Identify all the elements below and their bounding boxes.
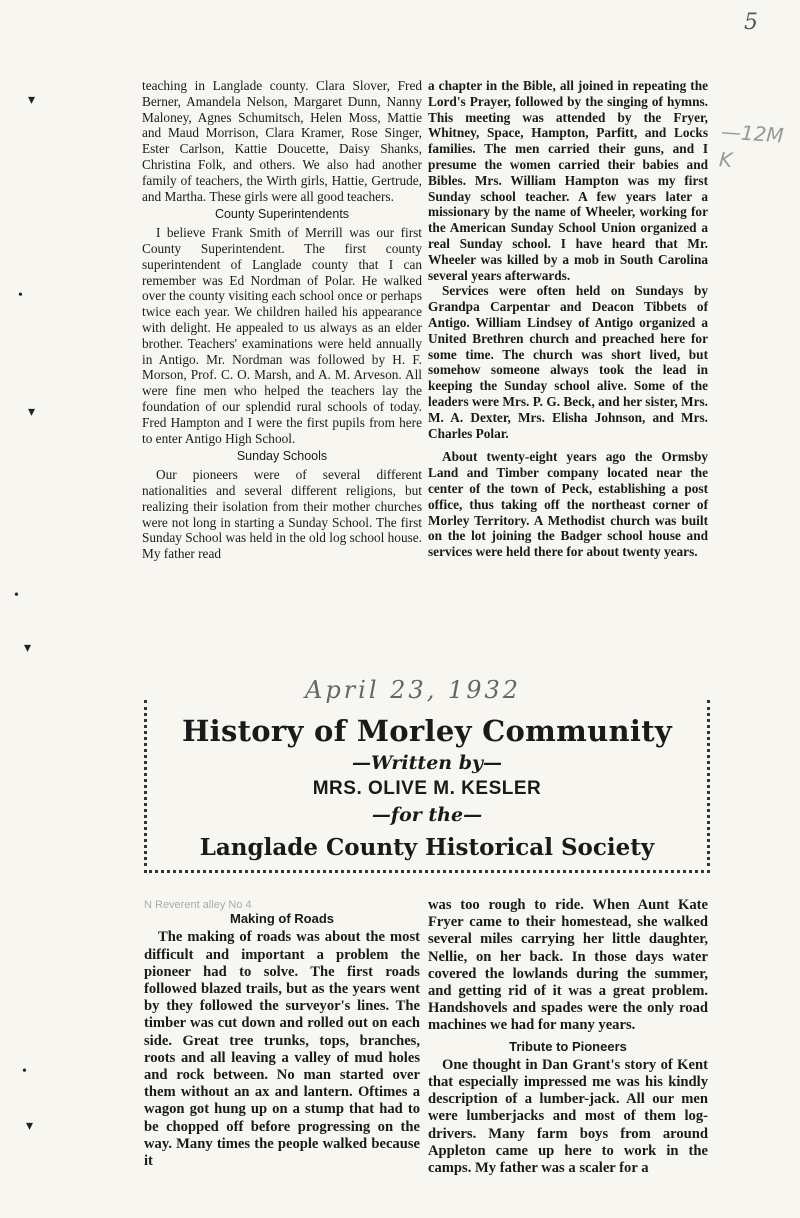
margin-mark: ▾: [26, 1119, 34, 1134]
article-banner: [144, 700, 710, 873]
section-heading: Sunday Schools: [236, 449, 328, 464]
page-number: 5: [744, 10, 758, 35]
for-label: —for the—: [371, 804, 483, 826]
society-name: Langlade County Historical Society: [199, 834, 655, 861]
paragraph: One thought in Dan Grant's story of Kent that especially impressed me was his kindly description of a lumber-jack. All our men were lumberjacks and most of them log-drivers. Many farm boys from around Appleton came up here to work in the camps. My father was a scaler for a: [428, 1056, 708, 1177]
margin-mark: •: [22, 1064, 27, 1079]
article-column-top-left: [142, 78, 422, 562]
paragraph: teaching in Langlade county. Clara Slover, Fred Berner, Amandela Nelson, Margaret Dunn, Nanny Maloney, Agnes Schumitsch, Helen Moss, Mattie and Maud Morrison, Clara Kramer, Rose Singer, Ester Carlson, Kattie Doucette, Daisy Shanks, Christina Folk, and others. We also had another family of teachers, the Wirth girls, Hattie, Gertrude, and Martha. These girls were all good teachers.: [142, 78, 422, 204]
paragraph: The making of roads was about the most difficult and important a problem the pioneer had to solve. The first roads followed blazed trails, but as the years went by they followed the surveyor's lines. The timber was cut down and rolled out on each side. Great tree trunks, tops, branches, roots and all leaving a valley of mud holes and rock between. No man started over them without an ax and lantern. Oftimes a wagon got hung up on a stump that had to be chopped off before progressing on the way. Many times the people walked because it: [144, 929, 420, 1170]
paragraph: Services were often held on Sundays by Grandpa Carpentar and Deacon Tibbets of Antigo. William Lindsey of Antigo organized a United Brethren church and preached here for some time. The church was short lived, but somehow someone always took the lead in keeping the Sunday school alive. Some of the leaders were Mrs. P. G. Beck, and her sister, Mrs. M. A. Dexter, Mrs. Elisha Johnson, and Mrs. Charles Polar.: [428, 283, 708, 441]
paragraph: was too rough to ride. When Aunt Kate Fryer came to their homestead, she walked several miles carrying her little daughter, Nellie, on her back. In those days water covered the lowlands during the summer, and getting rid of it was a great problem. Handshovels and spades were the only road machines we had for many years.: [428, 897, 708, 1034]
faded-reference: N Reverent alley No 4: [144, 899, 252, 911]
paragraph: Our pioneers were of several different nationalities and several different religions, but realizing their isolation from their mother churches were not long in starting a Sunday School. The first Sunday School was held in the old log school house. My father read: [142, 467, 422, 562]
handwritten-date: April 23, 1932: [305, 676, 522, 704]
author-name: MRS. OLIVE M. KESLER: [312, 778, 542, 799]
handwritten-margin-note: —12M K: [718, 119, 785, 173]
margin-mark: ▾: [24, 641, 32, 656]
article-column-top-right: [428, 78, 708, 560]
article-column-bottom-right: [428, 897, 708, 1177]
section-heading: Tribute to Pioneers: [509, 1038, 627, 1054]
margin-mark: ▾: [28, 405, 36, 420]
paragraph: a chapter in the Bible, all joined in repeating the Lord's Prayer, followed by the singing of hymns. This meeting was attended by the Fryer, Whitney, Space, Hampton, Parfitt, and Locks families. The men carried their guns, and I presume the women carried their babies and Bibles. Mrs. William Hampton was my first Sunday school teacher. A few years later a missionary by the name of Wheeler, working for the American Sunday School Union organized a real Sunday school. I have heard that Mr. Wheeler was killed by a mob in South Carolina several years afterwards.: [428, 78, 708, 283]
paragraph: About twenty-eight years ago the Ormsby Land and Timber company located near the center of the town of Peck, establishing a post office, thus taking off the northeast corner of Morley Territory. A Methodist church was built on the lot joining the Badger school house and services were held there for about twenty years.: [428, 449, 708, 560]
section-heading: Making of Roads: [229, 911, 334, 927]
margin-mark: •: [14, 588, 19, 603]
article-title: History of Morley Community: [181, 714, 673, 748]
margin-mark: •: [18, 288, 23, 303]
byline-label: —Written by—: [351, 752, 503, 774]
article-column-bottom-left: [144, 897, 420, 1170]
margin-mark: ▾: [28, 93, 36, 108]
section-heading: County Superintendents: [214, 207, 350, 222]
paragraph: I believe Frank Smith of Merrill was our first County Superintendent. The first county superintendent of Langlade county that I can remember was Ed Nordman of Polar. He walked over the county visiting each school once or perhaps twice each year. We children hailed his appearance with delight. He appealed to us always as an elder brother. Teachers' examinations were held annually in Antigo. Mr. Nordman was followed by H. F. Morson, Prof. C. O. Marsh, and A. M. Arveson. All were fine men who helped the teachers lay the foundation of our splendid rural schools of today. Fred Hampton and I were the first pupils from here to enter Antigo High School.: [142, 225, 422, 446]
